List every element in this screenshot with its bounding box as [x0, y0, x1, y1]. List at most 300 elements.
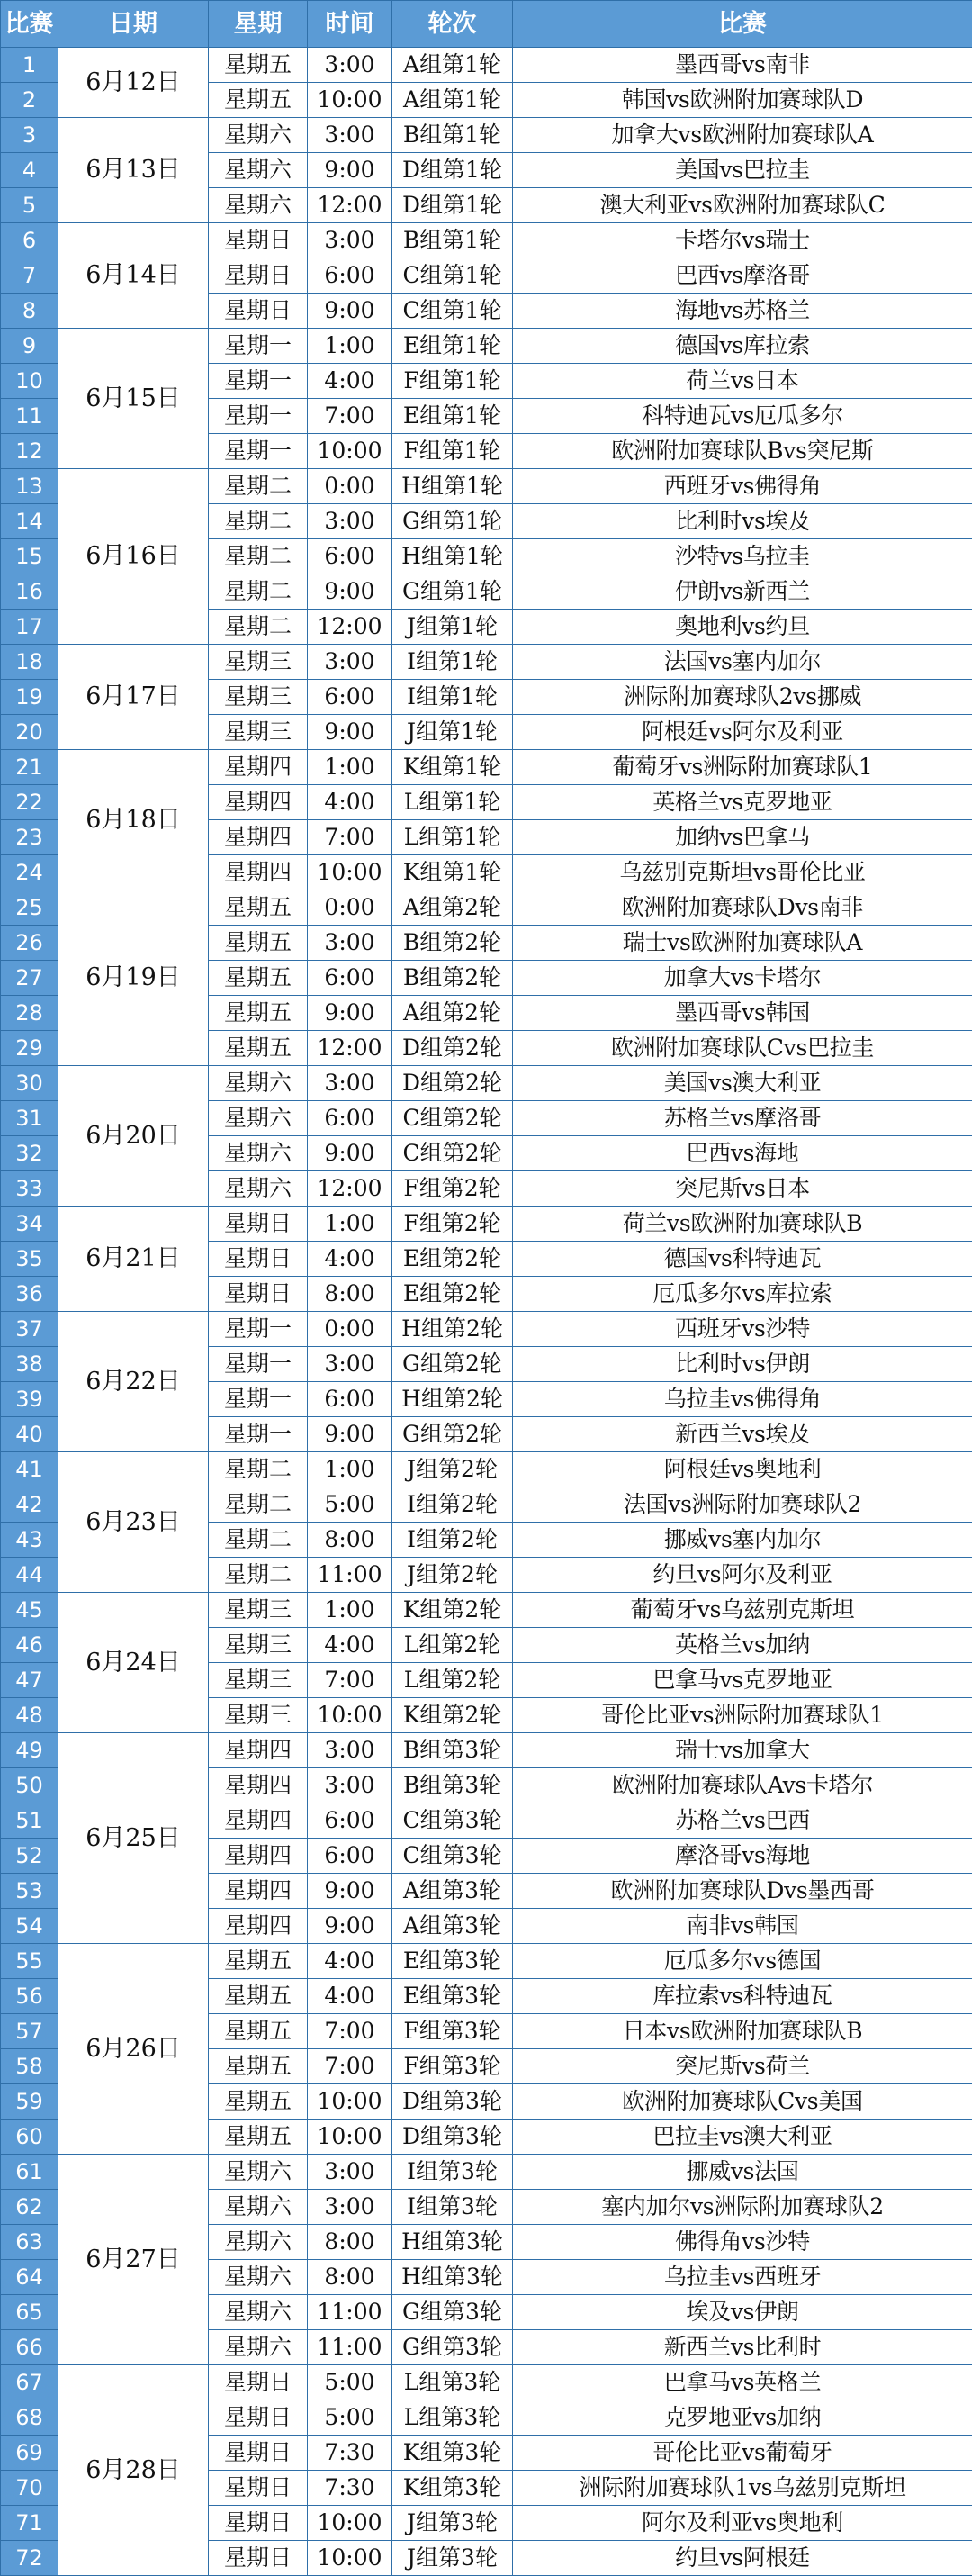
match-weekday: 星期四: [209, 1909, 308, 1944]
match-number: 41: [1, 1452, 58, 1487]
match-teams: 乌拉圭vs西班牙: [513, 2260, 972, 2295]
match-teams: 比利时vs伊朗: [513, 1347, 972, 1382]
match-time: 7:00: [308, 399, 392, 434]
match-number: 28: [1, 996, 58, 1031]
match-number: 69: [1, 2436, 58, 2471]
match-time: 7:00: [308, 1663, 392, 1698]
match-time: 9:00: [308, 574, 392, 610]
match-weekday: 星期四: [209, 1768, 308, 1803]
match-weekday: 星期六: [209, 153, 308, 188]
match-round: A组第2轮: [392, 996, 513, 1031]
match-number: 72: [1, 2541, 58, 2576]
header-num: 比赛: [1, 1, 58, 48]
match-time: 9:00: [308, 1417, 392, 1452]
match-round: G组第1轮: [392, 574, 513, 610]
match-time: 9:00: [308, 996, 392, 1031]
match-teams: 南非vs韩国: [513, 1909, 972, 1944]
match-teams: 荷兰vs欧洲附加赛球队B: [513, 1207, 972, 1242]
match-number: 46: [1, 1628, 58, 1663]
match-time: 10:00: [308, 434, 392, 469]
match-weekday: 星期六: [209, 1101, 308, 1136]
match-number: 34: [1, 1207, 58, 1242]
match-time: 3:00: [308, 2155, 392, 2190]
match-teams: 巴拿马vs英格兰: [513, 2365, 972, 2400]
match-number: 1: [1, 48, 58, 83]
match-weekday: 星期日: [209, 223, 308, 258]
match-time: 9:00: [308, 294, 392, 329]
match-round: H组第3轮: [392, 2225, 513, 2260]
table-row: [1, 890, 972, 926]
match-teams: 海地vs苏格兰: [513, 294, 972, 329]
match-number: 45: [1, 1593, 58, 1628]
match-time: 10:00: [308, 2120, 392, 2155]
match-number: 37: [1, 1312, 58, 1347]
match-time: 10:00: [308, 855, 392, 890]
match-weekday: 星期一: [209, 364, 308, 399]
match-number: 10: [1, 364, 58, 399]
match-round: E组第3轮: [392, 1944, 513, 1979]
match-round: B组第2轮: [392, 961, 513, 996]
match-teams: 葡萄牙vs洲际附加赛球队1: [513, 750, 972, 785]
match-round: K组第2轮: [392, 1698, 513, 1733]
header-time: 时间: [308, 1, 392, 48]
table-row: [1, 2155, 972, 2190]
match-weekday: 星期日: [209, 2506, 308, 2541]
match-number: 16: [1, 574, 58, 610]
match-weekday: 星期五: [209, 2014, 308, 2049]
match-time: 3:00: [308, 1768, 392, 1803]
match-time: 12:00: [308, 610, 392, 645]
table-row: [1, 118, 972, 153]
match-number: 43: [1, 1523, 58, 1558]
match-round: D组第1轮: [392, 188, 513, 223]
match-round: A组第1轮: [392, 83, 513, 118]
match-weekday: 星期六: [209, 2295, 308, 2330]
match-round: K组第1轮: [392, 855, 513, 890]
header-round: 轮次: [392, 1, 513, 48]
match-number: 39: [1, 1382, 58, 1417]
match-weekday: 星期六: [209, 188, 308, 223]
match-round: I组第2轮: [392, 1523, 513, 1558]
match-number: 40: [1, 1417, 58, 1452]
match-date: 6月13日: [58, 118, 209, 223]
match-number: 57: [1, 2014, 58, 2049]
match-weekday: 星期一: [209, 329, 308, 364]
match-weekday: 星期一: [209, 1347, 308, 1382]
match-teams: 欧洲附加赛球队Bvs突尼斯: [513, 434, 972, 469]
match-time: 8:00: [308, 1523, 392, 1558]
match-teams: 洲际附加赛球队1vs乌兹别克斯坦: [513, 2471, 972, 2506]
match-weekday: 星期四: [209, 855, 308, 890]
match-round: D组第3轮: [392, 2120, 513, 2155]
match-round: I组第3轮: [392, 2190, 513, 2225]
match-weekday: 星期日: [209, 2541, 308, 2576]
match-time: 11:00: [308, 2295, 392, 2330]
match-number: 53: [1, 1874, 58, 1909]
table-row: [1, 645, 972, 680]
match-teams: 欧洲附加赛球队Avs卡塔尔: [513, 1768, 972, 1803]
match-teams: 欧洲附加赛球队Dvs南非: [513, 890, 972, 926]
match-number: 62: [1, 2190, 58, 2225]
match-weekday: 星期四: [209, 1874, 308, 1909]
match-time: 10:00: [308, 1698, 392, 1733]
match-number: 59: [1, 2084, 58, 2120]
match-time: 11:00: [308, 2330, 392, 2365]
match-date: 6月15日: [58, 329, 209, 469]
match-time: 4:00: [308, 364, 392, 399]
match-weekday: 星期二: [209, 539, 308, 574]
match-time: 6:00: [308, 539, 392, 574]
match-time: 3:00: [308, 48, 392, 83]
match-date: 6月23日: [58, 1452, 209, 1593]
match-teams: 加拿大vs欧洲附加赛球队A: [513, 118, 972, 153]
match-teams: 苏格兰vs巴西: [513, 1803, 972, 1839]
match-date: 6月16日: [58, 469, 209, 645]
match-time: 10:00: [308, 2084, 392, 2120]
match-number: 18: [1, 645, 58, 680]
match-round: L组第2轮: [392, 1663, 513, 1698]
match-round: D组第2轮: [392, 1066, 513, 1101]
match-weekday: 星期日: [209, 258, 308, 294]
match-time: 7:00: [308, 820, 392, 855]
match-teams: 比利时vs埃及: [513, 504, 972, 539]
match-teams: 阿根廷vs奥地利: [513, 1452, 972, 1487]
match-number: 32: [1, 1136, 58, 1171]
match-round: A组第1轮: [392, 48, 513, 83]
match-teams: 德国vs科特迪瓦: [513, 1242, 972, 1277]
match-number: 30: [1, 1066, 58, 1101]
match-round: B组第3轮: [392, 1733, 513, 1768]
match-teams: 英格兰vs加纳: [513, 1628, 972, 1663]
match-weekday: 星期六: [209, 1171, 308, 1207]
match-teams: 奥地利vs约旦: [513, 610, 972, 645]
match-teams: 日本vs欧洲附加赛球队B: [513, 2014, 972, 2049]
match-weekday: 星期四: [209, 820, 308, 855]
match-teams: 挪威vs法国: [513, 2155, 972, 2190]
match-round: F组第2轮: [392, 1207, 513, 1242]
match-time: 4:00: [308, 1628, 392, 1663]
match-number: 33: [1, 1171, 58, 1207]
match-round: E组第1轮: [392, 399, 513, 434]
match-teams: 加纳vs巴拿马: [513, 820, 972, 855]
match-number: 55: [1, 1944, 58, 1979]
match-date: 6月17日: [58, 645, 209, 750]
match-number: 38: [1, 1347, 58, 1382]
match-time: 12:00: [308, 1171, 392, 1207]
match-time: 3:00: [308, 1066, 392, 1101]
match-teams: 挪威vs塞内加尔: [513, 1523, 972, 1558]
match-date: 6月28日: [58, 2365, 209, 2576]
match-teams: 科特迪瓦vs厄瓜多尔: [513, 399, 972, 434]
schedule-body: [1, 48, 972, 2576]
match-weekday: 星期二: [209, 610, 308, 645]
match-time: 0:00: [308, 469, 392, 504]
match-round: G组第1轮: [392, 504, 513, 539]
match-teams: 突尼斯vs日本: [513, 1171, 972, 1207]
match-weekday: 星期一: [209, 1312, 308, 1347]
match-teams: 库拉索vs科特迪瓦: [513, 1979, 972, 2014]
match-time: 1:00: [308, 1207, 392, 1242]
match-time: 7:00: [308, 2049, 392, 2084]
match-round: G组第3轮: [392, 2330, 513, 2365]
match-weekday: 星期五: [209, 1944, 308, 1979]
match-round: L组第2轮: [392, 1628, 513, 1663]
match-teams: 约旦vs阿根廷: [513, 2541, 972, 2576]
match-round: D组第3轮: [392, 2084, 513, 2120]
match-date: 6月26日: [58, 1944, 209, 2155]
match-teams: 西班牙vs佛得角: [513, 469, 972, 504]
match-time: 5:00: [308, 1487, 392, 1523]
match-time: 3:00: [308, 1347, 392, 1382]
match-weekday: 星期四: [209, 750, 308, 785]
header-day: 星期: [209, 1, 308, 48]
match-teams: 澳大利亚vs欧洲附加赛球队C: [513, 188, 972, 223]
match-weekday: 星期日: [209, 2436, 308, 2471]
match-time: 8:00: [308, 2225, 392, 2260]
match-weekday: 星期日: [209, 1207, 308, 1242]
match-weekday: 星期日: [209, 294, 308, 329]
match-time: 6:00: [308, 1839, 392, 1874]
match-number: 24: [1, 855, 58, 890]
table-row: [1, 1593, 972, 1628]
match-date: 6月12日: [58, 48, 209, 118]
table-row: [1, 1066, 972, 1101]
match-teams: 葡萄牙vs乌兹别克斯坦: [513, 1593, 972, 1628]
match-time: 3:00: [308, 504, 392, 539]
match-weekday: 星期四: [209, 1733, 308, 1768]
match-number: 63: [1, 2225, 58, 2260]
match-teams: 法国vs塞内加尔: [513, 645, 972, 680]
match-number: 64: [1, 2260, 58, 2295]
match-teams: 墨西哥vs韩国: [513, 996, 972, 1031]
match-time: 5:00: [308, 2400, 392, 2436]
match-weekday: 星期三: [209, 1698, 308, 1733]
match-time: 1:00: [308, 1452, 392, 1487]
match-number: 13: [1, 469, 58, 504]
match-teams: 德国vs库拉索: [513, 329, 972, 364]
match-weekday: 星期三: [209, 1593, 308, 1628]
match-round: H组第2轮: [392, 1382, 513, 1417]
match-number: 31: [1, 1101, 58, 1136]
match-weekday: 星期日: [209, 2365, 308, 2400]
match-weekday: 星期四: [209, 1803, 308, 1839]
match-number: 60: [1, 2120, 58, 2155]
match-time: 4:00: [308, 1944, 392, 1979]
match-number: 52: [1, 1839, 58, 1874]
match-time: 8:00: [308, 1277, 392, 1312]
match-teams: 墨西哥vs南非: [513, 48, 972, 83]
table-row: [1, 329, 972, 364]
match-time: 9:00: [308, 715, 392, 750]
match-time: 0:00: [308, 890, 392, 926]
match-round: L组第3轮: [392, 2365, 513, 2400]
match-round: K组第2轮: [392, 1593, 513, 1628]
match-time: 9:00: [308, 153, 392, 188]
match-number: 51: [1, 1803, 58, 1839]
match-time: 3:00: [308, 926, 392, 961]
match-round: C组第3轮: [392, 1839, 513, 1874]
match-time: 1:00: [308, 750, 392, 785]
match-number: 27: [1, 961, 58, 996]
match-teams: 巴西vs海地: [513, 1136, 972, 1171]
match-number: 42: [1, 1487, 58, 1523]
match-teams: 英格兰vs克罗地亚: [513, 785, 972, 820]
match-weekday: 星期一: [209, 1417, 308, 1452]
match-time: 9:00: [308, 1136, 392, 1171]
match-round: L组第1轮: [392, 785, 513, 820]
match-weekday: 星期三: [209, 1663, 308, 1698]
match-teams: 伊朗vs新西兰: [513, 574, 972, 610]
match-number: 61: [1, 2155, 58, 2190]
match-number: 44: [1, 1558, 58, 1593]
match-weekday: 星期五: [209, 996, 308, 1031]
match-number: 23: [1, 820, 58, 855]
match-weekday: 星期五: [209, 926, 308, 961]
match-round: H组第1轮: [392, 539, 513, 574]
match-round: F组第3轮: [392, 2014, 513, 2049]
match-weekday: 星期一: [209, 434, 308, 469]
table-row: [1, 469, 972, 504]
match-date: 6月21日: [58, 1207, 209, 1312]
match-weekday: 星期六: [209, 118, 308, 153]
match-date: 6月19日: [58, 890, 209, 1066]
match-time: 7:30: [308, 2471, 392, 2506]
match-weekday: 星期日: [209, 2471, 308, 2506]
match-number: 25: [1, 890, 58, 926]
match-round: J组第3轮: [392, 2506, 513, 2541]
match-teams: 欧洲附加赛球队Cvs巴拉圭: [513, 1031, 972, 1066]
match-weekday: 星期六: [209, 1066, 308, 1101]
header-row: [1, 1, 972, 48]
match-number: 2: [1, 83, 58, 118]
match-time: 9:00: [308, 1909, 392, 1944]
match-teams: 美国vs巴拉圭: [513, 153, 972, 188]
match-time: 6:00: [308, 1101, 392, 1136]
match-number: 50: [1, 1768, 58, 1803]
match-teams: 苏格兰vs摩洛哥: [513, 1101, 972, 1136]
match-round: F组第1轮: [392, 364, 513, 399]
match-round: B组第1轮: [392, 223, 513, 258]
match-round: C组第1轮: [392, 258, 513, 294]
match-teams: 沙特vs乌拉圭: [513, 539, 972, 574]
match-number: 47: [1, 1663, 58, 1698]
table-row: [1, 1733, 972, 1768]
match-round: C组第1轮: [392, 294, 513, 329]
match-time: 10:00: [308, 2541, 392, 2576]
match-round: H组第1轮: [392, 469, 513, 504]
match-weekday: 星期五: [209, 961, 308, 996]
match-number: 66: [1, 2330, 58, 2365]
match-round: K组第1轮: [392, 750, 513, 785]
match-round: G组第2轮: [392, 1417, 513, 1452]
match-time: 6:00: [308, 680, 392, 715]
match-number: 71: [1, 2506, 58, 2541]
match-round: L组第1轮: [392, 820, 513, 855]
match-time: 9:00: [308, 1874, 392, 1909]
match-teams: 卡塔尔vs瑞士: [513, 223, 972, 258]
table-row: [1, 2365, 972, 2400]
match-weekday: 星期日: [209, 1242, 308, 1277]
match-teams: 约旦vs阿尔及利亚: [513, 1558, 972, 1593]
match-time: 7:30: [308, 2436, 392, 2471]
match-weekday: 星期五: [209, 2049, 308, 2084]
match-date: 6月24日: [58, 1593, 209, 1733]
match-teams: 阿尔及利亚vs奥地利: [513, 2506, 972, 2541]
match-time: 3:00: [308, 1733, 392, 1768]
match-round: J组第1轮: [392, 610, 513, 645]
match-round: F组第1轮: [392, 434, 513, 469]
match-round: A组第2轮: [392, 890, 513, 926]
match-number: 17: [1, 610, 58, 645]
match-date: 6月27日: [58, 2155, 209, 2365]
match-round: A组第3轮: [392, 1874, 513, 1909]
match-number: 49: [1, 1733, 58, 1768]
match-number: 67: [1, 2365, 58, 2400]
match-weekday: 星期二: [209, 469, 308, 504]
match-weekday: 星期五: [209, 2120, 308, 2155]
match-weekday: 星期日: [209, 2400, 308, 2436]
match-weekday: 星期二: [209, 1523, 308, 1558]
match-weekday: 星期二: [209, 574, 308, 610]
match-round: J组第1轮: [392, 715, 513, 750]
match-number: 4: [1, 153, 58, 188]
match-time: 0:00: [308, 1312, 392, 1347]
match-number: 20: [1, 715, 58, 750]
match-time: 3:00: [308, 223, 392, 258]
match-time: 1:00: [308, 1593, 392, 1628]
match-teams: 突尼斯vs荷兰: [513, 2049, 972, 2084]
match-weekday: 星期三: [209, 645, 308, 680]
match-weekday: 星期六: [209, 1136, 308, 1171]
match-weekday: 星期三: [209, 680, 308, 715]
match-weekday: 星期一: [209, 1382, 308, 1417]
match-time: 10:00: [308, 2506, 392, 2541]
match-round: C组第2轮: [392, 1136, 513, 1171]
match-date: 6月20日: [58, 1066, 209, 1207]
match-weekday: 星期二: [209, 1558, 308, 1593]
match-weekday: 星期六: [209, 2225, 308, 2260]
match-round: D组第2轮: [392, 1031, 513, 1066]
match-time: 3:00: [308, 2190, 392, 2225]
match-weekday: 星期六: [209, 2260, 308, 2295]
match-number: 29: [1, 1031, 58, 1066]
match-number: 48: [1, 1698, 58, 1733]
match-round: L组第3轮: [392, 2400, 513, 2436]
match-time: 4:00: [308, 1242, 392, 1277]
match-teams: 加拿大vs卡塔尔: [513, 961, 972, 996]
match-teams: 乌兹别克斯坦vs哥伦比亚: [513, 855, 972, 890]
table-row: [1, 223, 972, 258]
match-weekday: 星期日: [209, 1277, 308, 1312]
match-weekday: 星期四: [209, 1839, 308, 1874]
match-round: J组第2轮: [392, 1452, 513, 1487]
match-time: 3:00: [308, 118, 392, 153]
match-number: 65: [1, 2295, 58, 2330]
match-teams: 塞内加尔vs洲际附加赛球队2: [513, 2190, 972, 2225]
match-number: 15: [1, 539, 58, 574]
match-time: 5:00: [308, 2365, 392, 2400]
match-weekday: 星期五: [209, 48, 308, 83]
match-round: I组第1轮: [392, 645, 513, 680]
match-teams: 法国vs洲际附加赛球队2: [513, 1487, 972, 1523]
match-weekday: 星期三: [209, 1628, 308, 1663]
match-weekday: 星期二: [209, 1452, 308, 1487]
match-number: 8: [1, 294, 58, 329]
match-number: 54: [1, 1909, 58, 1944]
match-teams: 巴拿马vs克罗地亚: [513, 1663, 972, 1698]
match-teams: 洲际附加赛球队2vs挪威: [513, 680, 972, 715]
match-weekday: 星期六: [209, 2190, 308, 2225]
